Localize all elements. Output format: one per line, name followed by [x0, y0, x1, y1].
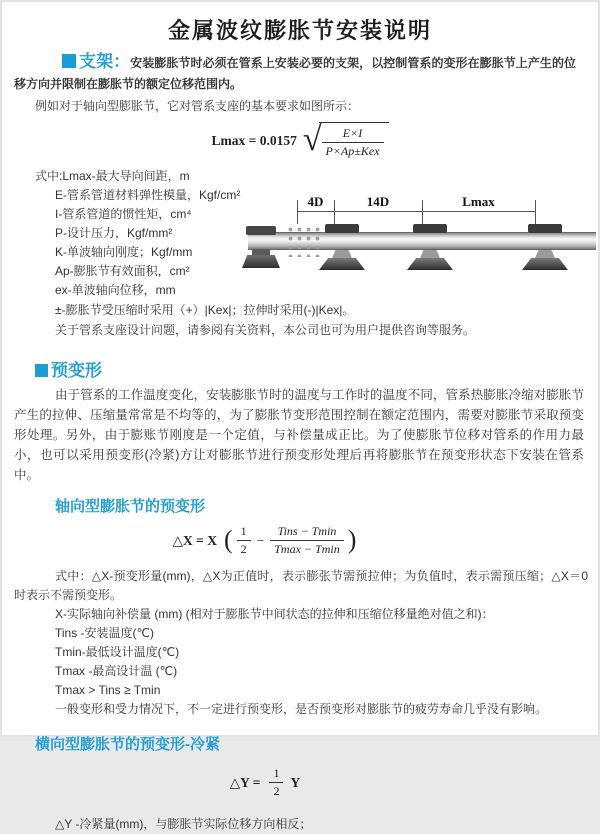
formula-lateral-rhs: Y [290, 774, 301, 790]
support-clamp [528, 224, 562, 233]
axial-item: Tmax > Tins ≥ Tmin [55, 683, 161, 697]
lateral-subsection-heading: 横向型膨胀节的预变形-冷紧 [35, 736, 220, 753]
definition-item: E-管系管道材料弹性模量，Kgf/cm² [55, 188, 241, 202]
formula-lmax [212, 122, 389, 159]
radical-sign-icon: √ [302, 121, 322, 158]
support-intro-paragraph [14, 51, 576, 95]
axial-subsection-heading: 轴向型膨胀节的预变形 [55, 498, 206, 515]
close-paren: ) [347, 524, 357, 554]
lateral-half-fraction [269, 766, 283, 799]
formula-lateral-lhs: △Y = [229, 774, 261, 790]
formula-axial-lhs: △X = X [172, 532, 217, 548]
definition-item: ex-单波轴向位移，mm [55, 283, 176, 297]
sign-note-line: ±-膨胀节受压缩时采用（+）|Kex|；拉伸时采用(-)|Kex|。 [55, 303, 355, 317]
minus-operator: − [256, 532, 265, 548]
axial-item: X-实际轴向补偿量 (mm) (相对于膨胀节中间状态的拉伸和压缩位移量绝对值之和)： [55, 607, 494, 621]
sqrt-body [319, 122, 389, 159]
support-example-line: 例如对于轴向型膨胀节，它对管系支座的基本要求如图所示： [35, 99, 360, 113]
guide-support [407, 224, 453, 274]
definitions-head: 式中:Lmax-最大导向间距，m [35, 169, 190, 183]
support-clamp [325, 224, 359, 233]
pre-deform-heading-row [35, 356, 598, 381]
formula-lmax-lhs: Lmax = 0.0157 [211, 132, 297, 148]
section-marker-icon [35, 364, 48, 377]
lmax-fraction-denominator: P×Ap±Kex [325, 144, 380, 158]
half-numerator: 1 [237, 524, 251, 541]
dim-label-lmax: Lmax [462, 194, 495, 209]
axial-item: Tins -安装温度(℃) [55, 626, 155, 640]
anchor-stem [252, 249, 270, 255]
lateral-note-line: △Y -冷紧量(mm)，与膨胀节实际位移方向相反； [55, 817, 312, 831]
support-neck [332, 250, 352, 258]
pipe-support-diagram [2, 194, 598, 298]
pre-deform-body: 由于管系的工作温度变化，安装膨胀节时的温度与工作时的温度不同，管系热膨胀冷缩对膨胀节产生的拉伸、压缩量常常是不均等的，为了膨胀节变形范围控制在额定范围内，需要对膨胀节采取预变形处理。另外，由于膨账节刚度是一个定值，与补偿量成正比。为了使膨胀节位移对管系的作用力最小，也可以采用预变形(冷紧)方让对膨胀节进行预变形处理后再将膨胀节在预变形状态下安装在管系中。 [14, 388, 584, 482]
temperature-denominator: Tmax − Tmin [274, 542, 340, 556]
axial-item: Tmin-最低设计温度(℃) [55, 645, 180, 659]
half-denominator: 2 [240, 542, 247, 556]
temperature-numerator: Tins − Tmin [270, 524, 343, 541]
anchor-clamp [246, 226, 276, 235]
support-base [522, 258, 568, 270]
dim-label-4d: 4D [307, 194, 324, 209]
support-base [319, 258, 365, 270]
guide-support [522, 224, 568, 274]
half-fraction [237, 524, 251, 557]
guide-support [319, 224, 365, 274]
support-neck [535, 250, 555, 258]
temperature-fraction [270, 524, 343, 557]
axial-explain-paragraph: 式中：△X-预变形量(mm)，△X为正值时，表示膨张节需预拉伸；为负值时，表示需预压缩；△X＝0时表示不需预变形。 [14, 569, 588, 602]
support-intro-text: 安装膨胀节时必须在管系上安装必要的支架，以控制管系的变形在膨胀节上产生的位移方向并限制在膨胀节的额定位移范围内。 [14, 56, 576, 91]
dimension-tick [535, 200, 536, 224]
pre-deform-section-heading: 预变形 [51, 361, 102, 380]
definition-item: I-管系管道的惯性矩，cm⁴ [55, 207, 192, 221]
lmax-fraction-numerator: E×I [322, 126, 384, 143]
formula-lateral [230, 766, 300, 799]
section-marker-icon [62, 54, 76, 68]
lateral-half-numerator: 1 [269, 766, 283, 783]
dim-label-14d: 14D [366, 194, 390, 209]
lateral-half-denominator: 2 [273, 784, 280, 798]
definition-item: Ap-膨胀节有效面积，cm² [55, 264, 190, 278]
definition-item: K-单波轴向刚度；Kgf/mm [55, 245, 193, 259]
support-base [407, 258, 453, 270]
consult-note-line: 关于管系支座设计问题，请参阅有关资料，本公司也可为用户提供咨询等服务。 [55, 323, 476, 337]
formula-axial [173, 524, 358, 557]
axial-item: 一般变形和受力情况下，不一定进行预变形，是否预变形对膨胀节的疲劳寿命几乎没有影响。 [55, 702, 548, 716]
open-paren: ( [223, 524, 233, 554]
anchor-base [242, 255, 280, 268]
support-clamp [413, 224, 447, 233]
bellows-expansion-joint [284, 223, 324, 257]
definition-item: P-设计压力，Kgf/mm² [55, 226, 173, 240]
support-neck [420, 250, 440, 258]
dimension-line [297, 211, 535, 212]
support-section-heading: 支架： [79, 52, 131, 71]
lmax-fraction [322, 126, 384, 159]
axial-item: Tmax -最高设计温 (℃) [55, 664, 178, 678]
page-title: 金属波纹膨胀节安装说明 [167, 18, 432, 43]
sqrt-radical [303, 122, 389, 159]
